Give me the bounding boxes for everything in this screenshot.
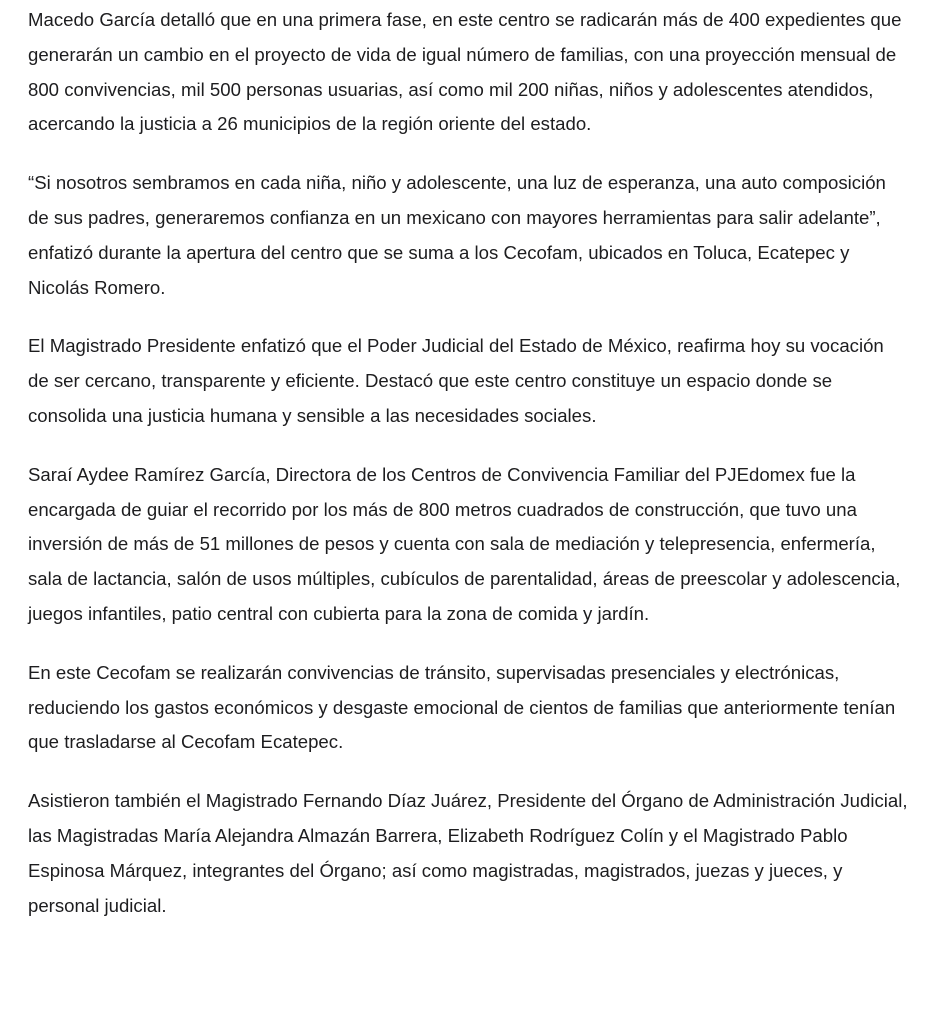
article-body — [28, 3, 908, 923]
paragraph-phase-one: Macedo García detalló que en una primera fase, en este centro se radicarán más de 400 expedientes que generarán un cambio en el proyecto de vida de igual número de familias, con una proyección mensual de 800 convivencias, mil 500 personas usuarias, así como mil 200 niñas, niños y adolescentes atendidos, acercando la justicia a 26 municipios de la región oriente del estado. — [28, 9, 902, 135]
paragraph-quote: “Si nosotros sembramos en cada niña, niño y adolescente, una luz de esperanza, una auto composición de sus padres, generaremos confianza en un mexicano con mayores herramientas para salir adelante”, enfatizó durante la apertura del centro que se suma a los Cecofam, ubicados en Toluca, Ecatepec y Nicolás Romero. — [28, 172, 886, 298]
paragraph-attendees: Asistieron también el Magistrado Fernando Díaz Juárez, Presidente del Órgano de Administración Judicial, las Magistradas María Alejandra Almazán Barrera, Elizabeth Rodríguez Colín y el Magistrado Pablo Espinosa Márquez, integrantes del Órgano; así como magistradas, magistrados, juezas y jueces, y personal judicial. — [28, 790, 908, 916]
paragraph-tour: Saraí Aydee Ramírez García, Directora de los Centros de Convivencia Familiar del PJEdomex fue la encargada de guiar el recorrido por los más de 800 metros cuadrados de construcción, que tuvo una inversión de más de 51 millones de pesos y cuenta con sala de mediación y telepresencia, enfermería, sala de lactancia, salón de usos múltiples, cubículos de parentalidad, áreas de preescolar y adolescencia, juegos infantiles, patio central con cubierta para la zona de comida y jardín. — [28, 463, 901, 624]
paragraph-magistrate-president: El Magistrado Presidente enfatizó que el Poder Judicial del Estado de México, reafirma hoy su vocación de ser cercano, transparente y eficiente. Destacó que este centro constituye un espacio donde se consolida una justicia humana y sensible a las necesidades sociales. — [28, 335, 884, 426]
paragraph-convivencias: En este Cecofam se realizarán convivencias de tránsito, supervisadas presenciales y electrónicas, reduciendo los gastos económicos y desgaste emocional de cientos de familias que anteriormente tenían que trasladarse al Cecofam Ecatepec. — [28, 661, 896, 753]
